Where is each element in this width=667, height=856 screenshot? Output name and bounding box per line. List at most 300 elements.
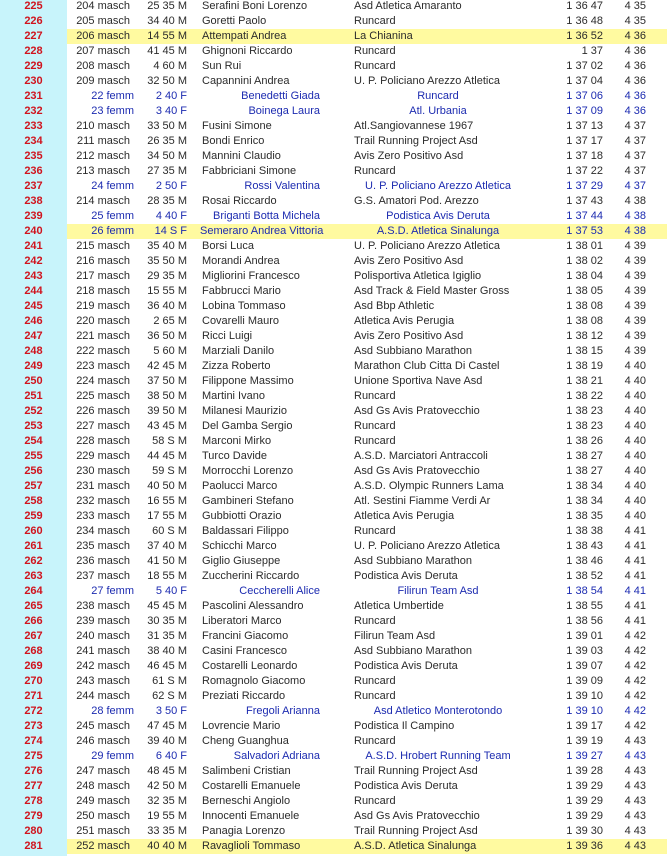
table-row: [0, 59, 667, 74]
athlete-name-cell: Lobina Tommaso: [202, 300, 286, 312]
rank-cell: 271: [24, 690, 43, 702]
category-cell: 38 50 M: [147, 390, 187, 402]
athlete-name-cell: Marziali Danilo: [202, 345, 275, 357]
category-cell: 29 35 M: [147, 270, 187, 282]
athlete-name-cell: Migliorini Francesco: [202, 270, 300, 282]
finish-time-cell: 1 38 55: [566, 600, 603, 612]
finish-time-cell: 1 38 23: [566, 405, 603, 417]
finish-time-cell: 1 39 09: [566, 675, 603, 687]
category-cell: 32 50 M: [147, 75, 187, 87]
bib-gender-cell: 208 masch: [76, 60, 130, 72]
athlete-name-cell: Baldassari Filippo: [202, 525, 289, 537]
bib-gender-cell: 23 femm: [91, 105, 134, 117]
finish-time-cell: 1 38 27: [566, 450, 603, 462]
rank-cell: 252: [24, 405, 43, 417]
bib-gender-cell: 238 masch: [76, 600, 130, 612]
table-row: [0, 119, 667, 134]
bib-gender-cell: 27 femm: [91, 585, 134, 597]
pace-cell: 4 36: [624, 30, 646, 42]
category-cell: 35 50 M: [147, 255, 187, 267]
category-cell: 58 S M: [152, 435, 187, 447]
category-cell: 41 45 M: [147, 45, 187, 57]
table-row: [0, 629, 667, 644]
pace-cell: 4 42: [624, 675, 646, 687]
team-cell: A.S.D. Atletica Sinalunga: [376, 225, 500, 237]
rank-cell: 247: [24, 330, 43, 342]
category-cell: 60 S M: [152, 525, 187, 537]
rank-cell: 234: [24, 135, 43, 147]
category-cell: 39 50 M: [147, 405, 187, 417]
finish-time-cell: 1 39 28: [566, 765, 603, 777]
table-row-highlighted: [0, 839, 667, 854]
bib-gender-cell: 234 masch: [76, 525, 130, 537]
athlete-name-cell: Rossi Valentina: [244, 180, 320, 192]
finish-time-cell: 1 39 10: [566, 705, 603, 717]
bib-gender-cell: 206 masch: [76, 30, 130, 42]
table-row: [0, 524, 667, 539]
table-row: [0, 89, 667, 104]
category-cell: 43 45 M: [147, 420, 187, 432]
finish-time-cell: 1 37 09: [566, 105, 603, 117]
athlete-name-cell: Schicchi Marco: [202, 540, 277, 552]
rank-cell: 272: [24, 705, 43, 717]
finish-time-cell: 1 39 10: [566, 690, 603, 702]
table-row: [0, 434, 667, 449]
team-cell: Filirun Team Asd: [397, 585, 479, 597]
bib-gender-cell: 213 masch: [76, 165, 130, 177]
athlete-name-cell: Giglio Giuseppe: [202, 555, 281, 567]
pace-cell: 4 37: [624, 180, 646, 192]
athlete-name-cell: Zizza Roberto: [202, 360, 271, 372]
rank-cell: 274: [24, 735, 43, 747]
bib-gender-cell: 218 masch: [76, 285, 130, 297]
category-cell: 2 40 F: [155, 90, 187, 102]
finish-time-cell: 1 37: [581, 45, 603, 57]
athlete-name-cell: Innocenti Emanuele: [202, 810, 300, 822]
finish-time-cell: 1 37 17: [566, 135, 603, 147]
finish-time-cell: 1 38 23: [566, 420, 603, 432]
athlete-name-cell: Zuccherini Riccardo: [202, 570, 300, 582]
rank-cell: 270: [24, 675, 43, 687]
finish-time-cell: 1 37 06: [566, 90, 603, 102]
pace-cell: 4 41: [624, 600, 646, 612]
team-cell: Asd Subbiano Marathon: [354, 645, 473, 657]
finish-time-cell: 1 37 04: [566, 75, 603, 87]
pace-cell: 4 42: [624, 690, 646, 702]
finish-time-cell: 1 38 04: [566, 270, 603, 282]
team-cell: Atletica Avis Perugia: [354, 510, 455, 522]
pace-cell: 4 35: [624, 0, 646, 12]
category-cell: 30 35 M: [147, 615, 187, 627]
finish-time-cell: 1 39 01: [566, 630, 603, 642]
rank-cell: 277: [24, 780, 43, 792]
table-row: [0, 689, 667, 704]
bib-gender-cell: 243 masch: [76, 675, 130, 687]
rank-cell: 238: [24, 195, 43, 207]
bib-gender-cell: 212 masch: [76, 150, 130, 162]
pace-cell: 4 43: [624, 765, 646, 777]
team-cell: U. P. Policiano Arezzo Atletica: [354, 240, 500, 252]
pace-cell: 4 39: [624, 270, 646, 282]
category-cell: 25 35 M: [147, 0, 187, 12]
bib-gender-cell: 248 masch: [76, 780, 130, 792]
pace-cell: 4 40: [624, 450, 646, 462]
finish-time-cell: 1 39 36: [566, 840, 603, 852]
table-row: [0, 569, 667, 584]
category-cell: 32 35 M: [147, 795, 187, 807]
table-row: [0, 449, 667, 464]
team-cell: Asd Subbiano Marathon: [354, 345, 473, 357]
pace-cell: 4 40: [624, 390, 646, 402]
table-row: [0, 284, 667, 299]
rank-cell: 259: [24, 510, 43, 522]
bib-gender-cell: 222 masch: [76, 345, 130, 357]
table-row: [0, 44, 667, 59]
athlete-name-cell: Fusini Simone: [202, 120, 272, 132]
rank-cell: 253: [24, 420, 43, 432]
category-cell: 33 50 M: [147, 120, 187, 132]
pace-cell: 4 38: [624, 225, 646, 237]
team-cell: U. P. Policiano Arezzo Atletica: [354, 75, 500, 87]
bib-gender-cell: 244 masch: [76, 690, 130, 702]
pace-cell: 4 39: [624, 330, 646, 342]
athlete-name-cell: Bondi Enrico: [202, 135, 265, 147]
rank-cell: 231: [24, 90, 43, 102]
category-cell: 59 S M: [152, 465, 187, 477]
table-row: [0, 659, 667, 674]
bib-gender-cell: 233 masch: [76, 510, 130, 522]
team-cell: Runcard: [354, 675, 396, 687]
finish-time-cell: 1 36 48: [566, 15, 603, 27]
team-cell: Marathon Club Citta Di Castel: [354, 360, 500, 372]
bib-gender-cell: 247 masch: [76, 765, 130, 777]
athlete-name-cell: Ricci Luigi: [202, 330, 253, 342]
category-cell: 4 40 F: [155, 210, 187, 222]
pace-cell: 4 43: [624, 810, 646, 822]
bib-gender-cell: 230 masch: [76, 465, 130, 477]
rank-cell: 267: [24, 630, 43, 642]
category-cell: 44 45 M: [147, 450, 187, 462]
pace-cell: 4 40: [624, 465, 646, 477]
category-cell: 62 S M: [152, 690, 187, 702]
table-row: [0, 299, 667, 314]
table-row: [0, 0, 667, 14]
athlete-name-cell: Ravaglioli Tommaso: [202, 840, 301, 852]
table-row: [0, 209, 667, 224]
team-cell: Polisportiva Atletica Igiglio: [354, 270, 482, 282]
table-row-highlighted: [0, 29, 667, 44]
bib-gender-cell: 242 masch: [76, 660, 130, 672]
rank-cell: 241: [24, 240, 43, 252]
bib-gender-cell: 29 femm: [91, 750, 134, 762]
team-cell: Podistica Avis Deruta: [354, 780, 458, 792]
athlete-name-cell: Marconi Mirko: [202, 435, 272, 447]
rank-cell: 263: [24, 570, 43, 582]
pace-cell: 4 42: [624, 660, 646, 672]
team-cell: Trail Running Project Asd: [354, 825, 478, 837]
table-row: [0, 419, 667, 434]
table-row: [0, 134, 667, 149]
rank-cell: 255: [24, 450, 43, 462]
table-row: [0, 779, 667, 794]
team-cell: A.S.D. Atletica Sinalunga: [354, 840, 477, 852]
finish-time-cell: 1 38 21: [566, 375, 603, 387]
pace-cell: 4 36: [624, 45, 646, 57]
finish-time-cell: 1 39 19: [566, 735, 603, 747]
finish-time-cell: 1 37 18: [566, 150, 603, 162]
bib-gender-cell: 24 femm: [91, 180, 134, 192]
athlete-name-cell: Sun Rui: [202, 60, 242, 72]
rank-cell: 236: [24, 165, 43, 177]
table-row: [0, 239, 667, 254]
bib-gender-cell: 231 masch: [76, 480, 130, 492]
bib-gender-cell: 22 femm: [91, 90, 134, 102]
rank-cell: 240: [24, 225, 43, 237]
bib-gender-cell: 251 masch: [76, 825, 130, 837]
rank-cell: 264: [24, 585, 43, 597]
rank-cell: 273: [24, 720, 43, 732]
team-cell: Asd Gs Avis Pratovecchio: [354, 810, 480, 822]
team-cell: Runcard: [354, 165, 396, 177]
rank-cell: 246: [24, 315, 43, 327]
category-cell: 39 40 M: [147, 735, 187, 747]
team-cell: U. P. Policiano Arezzo Atletica: [365, 180, 511, 192]
pace-cell: 4 36: [624, 105, 646, 117]
category-cell: 42 50 M: [147, 780, 187, 792]
category-cell: 28 35 M: [147, 195, 187, 207]
pace-cell: 4 36: [624, 60, 646, 72]
category-cell: 45 45 M: [147, 600, 187, 612]
category-cell: 33 35 M: [147, 825, 187, 837]
team-cell: Runcard: [354, 615, 396, 627]
pace-cell: 4 38: [624, 195, 646, 207]
team-cell: Unione Sportiva Nave Asd: [354, 375, 483, 387]
team-cell: Asd Bbp Athletic: [354, 300, 435, 312]
team-cell: A.S.D. Marciatori Antraccoli: [354, 450, 488, 462]
bib-gender-cell: 229 masch: [76, 450, 130, 462]
table-row: [0, 344, 667, 359]
pace-cell: 4 41: [624, 570, 646, 582]
rank-cell: 269: [24, 660, 43, 672]
team-cell: Runcard: [354, 60, 396, 72]
pace-cell: 4 43: [624, 750, 646, 762]
rank-cell: 228: [24, 45, 43, 57]
pace-cell: 4 42: [624, 630, 646, 642]
athlete-name-cell: Serafini Boni Lorenzo: [202, 0, 308, 12]
pace-cell: 4 40: [624, 495, 646, 507]
athlete-name-cell: Lovrencie Mario: [202, 720, 281, 732]
bib-gender-cell: 207 masch: [76, 45, 130, 57]
table-row: [0, 74, 667, 89]
athlete-name-cell: Paolucci Marco: [202, 480, 278, 492]
rank-cell: 232: [24, 105, 43, 117]
pace-cell: 4 41: [624, 555, 646, 567]
table-row: [0, 614, 667, 629]
pace-cell: 4 39: [624, 255, 646, 267]
athlete-name-cell: Milanesi Maurizio: [202, 405, 287, 417]
team-cell: Asd Subbiano Marathon: [354, 555, 473, 567]
rank-cell: 227: [24, 30, 43, 42]
category-cell: 38 40 M: [147, 645, 187, 657]
athlete-name-cell: Gambineri Stefano: [202, 495, 294, 507]
table-row: [0, 794, 667, 809]
finish-time-cell: 1 37 02: [566, 60, 603, 72]
finish-time-cell: 1 38 08: [566, 315, 603, 327]
pace-cell: 4 37: [624, 165, 646, 177]
pace-cell: 4 43: [624, 840, 646, 852]
table-row: [0, 254, 667, 269]
category-cell: 47 45 M: [147, 720, 187, 732]
pace-cell: 4 37: [624, 150, 646, 162]
rank-cell: 250: [24, 375, 43, 387]
team-cell: Atl. Urbania: [409, 105, 467, 117]
category-cell: 14 S F: [154, 225, 187, 237]
rank-cell: 245: [24, 300, 43, 312]
finish-time-cell: 1 38 22: [566, 390, 603, 402]
bib-gender-cell: 245 masch: [76, 720, 130, 732]
bib-gender-cell: 223 masch: [76, 360, 130, 372]
category-cell: 36 40 M: [147, 300, 187, 312]
category-cell: 36 50 M: [147, 330, 187, 342]
bib-gender-cell: 227 masch: [76, 420, 130, 432]
finish-time-cell: 1 38 19: [566, 360, 603, 372]
pace-cell: 4 38: [624, 210, 646, 222]
team-cell: Runcard: [354, 390, 396, 402]
bib-gender-cell: 211 masch: [77, 135, 130, 147]
category-cell: 6 40 F: [155, 750, 187, 762]
bib-gender-cell: 217 masch: [76, 270, 130, 282]
table-row: [0, 599, 667, 614]
team-cell: Podistica Avis Deruta: [354, 570, 458, 582]
athlete-name-cell: Morrocchi Lorenzo: [202, 465, 294, 477]
table-row: [0, 584, 667, 599]
rank-cell: 226: [24, 15, 43, 27]
bib-gender-cell: 235 masch: [76, 540, 130, 552]
rank-cell: 225: [24, 0, 43, 12]
rank-cell: 262: [24, 555, 43, 567]
athlete-name-cell: Liberatori Marco: [202, 615, 282, 627]
table-row: [0, 734, 667, 749]
bib-gender-cell: 250 masch: [76, 810, 130, 822]
table-row: [0, 464, 667, 479]
pace-cell: 4 39: [624, 240, 646, 252]
athlete-name-cell: Benedetti Giada: [241, 90, 320, 102]
team-cell: Asd Atletico Monterotondo: [373, 705, 503, 717]
table-row: [0, 479, 667, 494]
table-row: [0, 749, 667, 764]
table-row: [0, 704, 667, 719]
athlete-name-cell: Costarelli Leonardo: [202, 660, 298, 672]
rank-cell: 258: [24, 495, 43, 507]
table-row: [0, 764, 667, 779]
bib-gender-cell: 246 masch: [76, 735, 130, 747]
athlete-name-cell: Ghignoni Riccardo: [202, 45, 293, 57]
athlete-name-cell: Del Gamba Sergio: [202, 420, 293, 432]
category-cell: 3 50 F: [155, 705, 187, 717]
pace-cell: 4 39: [624, 345, 646, 357]
rank-cell: 248: [24, 345, 43, 357]
rank-cell: 243: [24, 270, 43, 282]
pace-cell: 4 41: [624, 585, 646, 597]
category-cell: 37 40 M: [147, 540, 187, 552]
team-cell: Asd Gs Avis Pratovecchio: [354, 405, 480, 417]
team-cell: Avis Zero Positivo Asd: [354, 330, 464, 342]
finish-time-cell: 1 38 34: [566, 495, 603, 507]
pace-cell: 4 40: [624, 375, 646, 387]
category-cell: 61 S M: [152, 675, 187, 687]
athlete-name-cell: Martini Ivano: [202, 390, 265, 402]
rank-cell: 251: [24, 390, 43, 402]
finish-time-cell: 1 38 08: [566, 300, 603, 312]
athlete-name-cell: Preziati Riccardo: [202, 690, 286, 702]
table-row: [0, 554, 667, 569]
table-row: [0, 809, 667, 824]
table-row: [0, 374, 667, 389]
team-cell: Atletica Umbertide: [354, 600, 444, 612]
athlete-name-cell: Salimbeni Cristian: [202, 765, 291, 777]
athlete-name-cell: Rosai Riccardo: [202, 195, 277, 207]
bib-gender-cell: 28 femm: [91, 705, 134, 717]
pace-cell: 4 42: [624, 705, 646, 717]
category-cell: 40 40 M: [147, 840, 187, 852]
team-cell: Trail Running Project Asd: [354, 135, 478, 147]
finish-time-cell: 1 36 52: [566, 30, 603, 42]
athlete-name-cell: Filippone Massimo: [202, 375, 294, 387]
team-cell: Runcard: [354, 735, 396, 747]
pace-cell: 4 37: [624, 135, 646, 147]
finish-time-cell: 1 37 43: [566, 195, 603, 207]
pace-cell: 4 36: [624, 75, 646, 87]
bib-gender-cell: 210 masch: [76, 120, 130, 132]
athlete-name-cell: Capannini Andrea: [202, 75, 290, 87]
bib-gender-cell: 216 masch: [76, 255, 130, 267]
pace-cell: 4 43: [624, 825, 646, 837]
pace-cell: 4 36: [624, 90, 646, 102]
athlete-name-cell: Francini Giacomo: [202, 630, 289, 642]
bib-gender-cell: 220 masch: [76, 315, 130, 327]
rank-cell: 261: [24, 540, 43, 552]
athlete-name-cell: Panagia Lorenzo: [202, 825, 286, 837]
team-cell: Podistica Il Campino: [354, 720, 455, 732]
finish-time-cell: 1 38 02: [566, 255, 603, 267]
team-cell: Atl.Sangiovannese 1967: [354, 120, 474, 132]
team-cell: Podistica Avis Deruta: [386, 210, 490, 222]
table-row: [0, 14, 667, 29]
table-row: [0, 509, 667, 524]
athlete-name-cell: Borsi Luca: [202, 240, 254, 252]
pace-cell: 4 43: [624, 780, 646, 792]
bib-gender-cell: 205 masch: [76, 15, 130, 27]
category-cell: 26 35 M: [147, 135, 187, 147]
team-cell: U. P. Policiano Arezzo Atletica: [354, 540, 500, 552]
team-cell: Podistica Avis Deruta: [354, 660, 458, 672]
pace-cell: 4 40: [624, 405, 646, 417]
pace-cell: 4 42: [624, 645, 646, 657]
bib-gender-cell: 214 masch: [76, 195, 130, 207]
rank-cell: 242: [24, 255, 43, 267]
athlete-name-cell: Pascolini Alessandro: [202, 600, 304, 612]
bib-gender-cell: 224 masch: [76, 375, 130, 387]
table-row: [0, 644, 667, 659]
rank-cell: 235: [24, 150, 43, 162]
rank-cell: 237: [24, 180, 43, 192]
finish-time-cell: 1 37 53: [566, 225, 603, 237]
category-cell: 34 40 M: [147, 15, 187, 27]
bib-gender-cell: 239 masch: [76, 615, 130, 627]
team-cell: Filirun Team Asd: [354, 630, 436, 642]
table-row: [0, 824, 667, 839]
athlete-name-cell: Covarelli Mauro: [202, 315, 280, 327]
